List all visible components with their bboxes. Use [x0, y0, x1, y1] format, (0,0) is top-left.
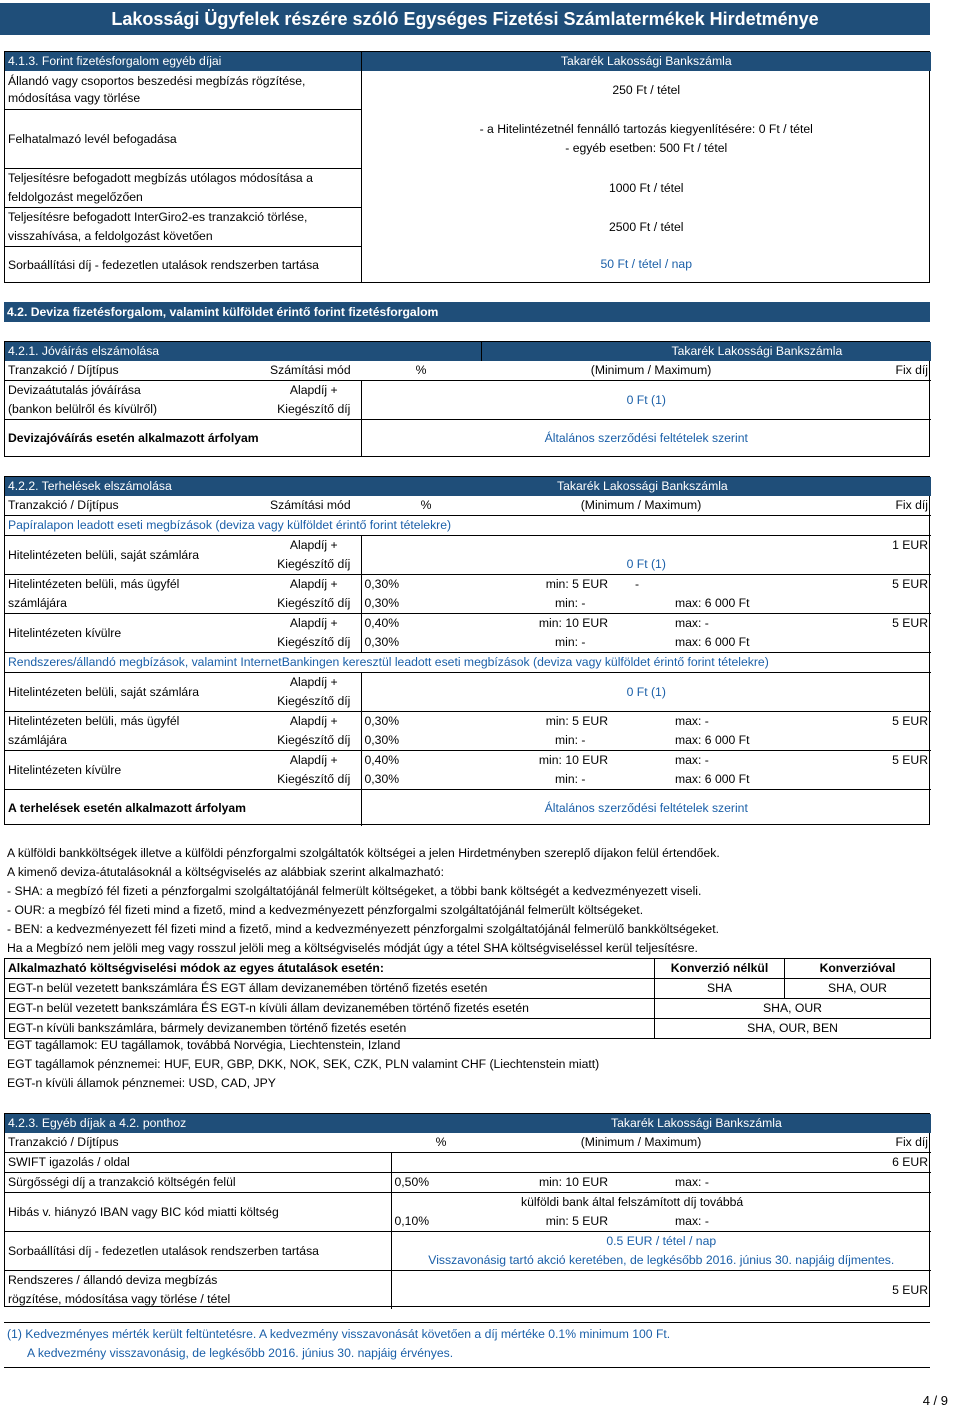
- table-row: [5, 673, 931, 693]
- min-value: min: -: [491, 594, 611, 614]
- col-header: Fix díj: [791, 496, 931, 516]
- note-line: A külföldi bankköltségek illetve a külföldi pénzforgalmi szolgáltatók költségei a jelen Hirdetményben szereplő díjakon felül értendőek.: [7, 846, 720, 860]
- product-name: Takarék Lakossági Bankszámla: [611, 1116, 782, 1130]
- debit-table: [5, 477, 931, 826]
- fee-value: Általános szerződési feltételek szerint: [361, 420, 931, 457]
- max-value: max: -: [611, 1212, 791, 1232]
- fix-fee: 5 EUR: [892, 753, 928, 767]
- footnote-line: A kedvezmény visszavonásig, de legkésőbb 2016. június 30. napjáig érvényes.: [27, 1346, 454, 1360]
- fee-label: Teljesítésre befogadott InterGiro2-es tranzakció törlése, visszahívása, a feldolgozást követően: [5, 208, 361, 247]
- table-row: [5, 1232, 931, 1271]
- table-row: [5, 751, 931, 771]
- note-line: - SHA: a megbízó fél fizeti a pénzforgalmi szolgáltatójánál felmerült költségeket, a többi bank költségét a kedvezményezett viseli.: [7, 884, 702, 898]
- calc-mode: Alapdíj +: [289, 675, 338, 689]
- column-headers: [5, 959, 931, 979]
- col-header: Tranzakció / Díjtípus: [5, 1133, 391, 1153]
- table-row: [5, 381, 931, 420]
- fee-label: Sorbaállítási díj - fedezetlen utalások rendszerben tartása: [8, 257, 319, 272]
- fee-value: 0.5 EUR / tétel / nap Visszavonásig tartó akció keretében, de legkésőbb 2016. június 30. napjáig díjmentes.: [391, 1232, 931, 1271]
- table-row: [5, 71, 931, 110]
- fee-label: számlájára: [5, 731, 267, 751]
- calc-mode: Alapdíj +: [289, 616, 338, 630]
- fee-label: Hitelintézeten belüli, saját számlára: [5, 673, 267, 712]
- col-header: %: [361, 496, 491, 516]
- cost-mode: SHA, OUR: [655, 999, 931, 1019]
- min-value: min: 10 EUR: [538, 753, 608, 767]
- footnote-line: (1) Kedvezményes mérték került feltüntetésre. A kedvezmény visszavonását követően a díj mértéke 0.1% minimum 100 Ft.: [7, 1327, 671, 1341]
- section-title: 4.2.1. Jóváírás elszámolása: [8, 344, 160, 358]
- percent: 0,40%: [361, 614, 491, 634]
- table-row: [5, 979, 931, 999]
- column-headers: [5, 1133, 931, 1153]
- product-name: Takarék Lakossági Bankszámla: [557, 479, 728, 493]
- col-header: Konverzióval: [785, 959, 931, 979]
- table-row: [5, 169, 931, 208]
- max-value: max: -: [675, 714, 709, 728]
- section-4-2-title: 4.2. Deviza fizetésforgalom, valamint külföldet érintő forint fizetésforgalom: [4, 302, 930, 322]
- fee-value: Általános szerződési feltételek szerint: [361, 790, 931, 827]
- max-value: max: 6 000 Ft: [611, 770, 791, 790]
- percent: 0,30%: [361, 594, 491, 614]
- fix-fee: 5 EUR: [892, 714, 928, 728]
- fee-label: Felhatalmazó levél befogadása: [5, 110, 361, 169]
- product-name: Takarék Lakossági Bankszámla: [481, 342, 931, 361]
- table-row: [5, 731, 931, 751]
- product-name: Takarék Lakossági Bankszámla: [361, 52, 931, 71]
- table-row: [5, 208, 931, 247]
- table-row: [5, 614, 931, 634]
- fee-value: 50 Ft / tétel / nap: [361, 247, 931, 284]
- table-row: [5, 536, 931, 556]
- fee-label: számlájára: [5, 594, 267, 614]
- fix-fee: 5 EUR: [892, 1282, 929, 1297]
- col-header: (Minimum / Maximum): [491, 496, 791, 516]
- calc-mode: Alapdíj +: [289, 714, 338, 728]
- calc-mode: Kiegészítő díj: [267, 731, 361, 751]
- fee-label: Devizaátutalás jóváírása (bankon belülről és kívülről): [5, 381, 267, 420]
- fee-label: Állandó vagy csoportos beszedési megbízás rögzítése, módosítása vagy törlése: [5, 71, 361, 110]
- percent: 0,10%: [391, 1212, 491, 1232]
- section-header: [5, 52, 931, 71]
- fee-label: Hitelintézeten belüli, más ügyfél: [8, 714, 180, 728]
- cost-mode: SHA, OUR: [785, 979, 931, 999]
- note-line: EGT tagállamok pénznemei: HUF, EUR, GBP, DKK, NOK, SEK, CZK, PLN valamint CHF (Liechtenstein miatt): [7, 1057, 600, 1071]
- max-value: max: 6 000 Ft: [611, 594, 791, 614]
- calc-mode: Alapdíj +: [289, 577, 338, 591]
- table-row: [5, 420, 931, 457]
- section-title: 4.2.3. Egyéb díjak a 4.2. ponthoz: [8, 1116, 187, 1130]
- fix-fee: 5 EUR: [892, 616, 928, 630]
- section-4-2-1: [4, 341, 930, 457]
- min-value: min: 10 EUR: [538, 616, 608, 630]
- table-row: [5, 999, 931, 1019]
- fee-value: 250 Ft / tétel: [361, 71, 931, 110]
- calc-mode: Alapdíj + Kiegészítő díj: [267, 381, 361, 420]
- calc-mode: Kiegészítő díj: [267, 770, 361, 790]
- percent: 0,30%: [361, 731, 491, 751]
- other-fees-table: [5, 1114, 931, 1309]
- col-header: Fix díj: [821, 361, 931, 381]
- note-line: - OUR: a megbízó fél fizeti mind a fizető, mind a kedvezményezett pénzforgalmi szolgáltatójánál felmerült költségeket.: [7, 903, 644, 917]
- cost-mode: SHA, OUR, BEN: [655, 1019, 931, 1039]
- min-value: min: 5 EUR: [545, 714, 608, 728]
- fee-value: - a Hitelintézetnél fennálló tartozás kiegyenlítésére: 0 Ft / tétel - egyéb esetben: 500 Ft / tétel: [361, 110, 931, 169]
- fee-note: külföldi bank által felszámított díj továbbá: [521, 1195, 744, 1209]
- fee-label: Hitelintézeten kívülre: [5, 751, 267, 790]
- min-value: min: 5 EUR: [545, 577, 608, 591]
- note-line: EGT tagállamok: EU tagállamok, továbbá Norvégia, Liechtenstein, Izland: [7, 1038, 401, 1052]
- fee-label: SWIFT igazolás / oldal: [5, 1153, 391, 1173]
- calc-mode: Kiegészítő díj: [267, 594, 361, 614]
- col-header: (Minimum / Maximum): [481, 361, 821, 381]
- calc-mode: Kiegészítő díj: [267, 633, 361, 653]
- fix-fee: 1 EUR: [892, 538, 928, 552]
- fix-fee: 5 EUR: [892, 577, 928, 591]
- section-header: [5, 342, 931, 361]
- fee-label: Devizajóváírás esetén alkalmazott árfolyam: [8, 430, 259, 445]
- section-4-2-2: [4, 476, 930, 825]
- section-header: [5, 1114, 931, 1133]
- max-value: max: -: [675, 753, 709, 767]
- percent: 0,30%: [361, 770, 491, 790]
- fee-value: 0 Ft (1): [361, 555, 931, 575]
- col-header: Számítási mód: [267, 496, 361, 516]
- group-row: [5, 653, 931, 673]
- paper-orders-heading: Papíralapon leadott eseti megbízások (deviza vagy külföldet érintő forint tételekre): [5, 516, 931, 536]
- col-header: %: [361, 361, 481, 381]
- note-line: Ha a Megbízó nem jelöli meg vagy rosszul jelöli meg a költségviselés módját úgy a tétel SHA költségviseléssel kerül teljesítésre.: [7, 941, 698, 955]
- table-row: [5, 790, 931, 827]
- col-header: Konverzió nélkül: [655, 959, 785, 979]
- table-row: [5, 594, 931, 614]
- min-value: min: 10 EUR: [491, 1173, 611, 1193]
- case-label: EGT-n belül vezetett bankszámlára ÉS EGT állam devizanemében történő fizetés esetén: [5, 979, 655, 999]
- table-row: [5, 712, 931, 732]
- fee-label: A terhelések esetén alkalmazott árfolyam: [8, 800, 246, 815]
- fee-label: Hitelintézeten kívülre: [5, 614, 267, 653]
- table-row: [5, 1173, 931, 1193]
- section-4-2-3: [4, 1113, 930, 1307]
- section-title: 4.1.3. Forint fizetésforgalom egyéb díjai: [8, 54, 222, 68]
- percent: 0,30%: [361, 633, 491, 653]
- case-label: EGT-n kívüli bankszámlára, bármely devizanemben történő fizetés esetén: [8, 1021, 407, 1035]
- table-row: [5, 247, 931, 284]
- calc-mode: Alapdíj +: [289, 538, 338, 552]
- table-row: [5, 575, 931, 595]
- table-row: [5, 1193, 931, 1213]
- fix-fee: 6 EUR: [791, 1153, 931, 1173]
- fee-label: Teljesítésre befogadott megbízás utólagos módosítása a feldolgozást megelőzően: [5, 169, 361, 208]
- regular-orders-heading: Rendszeres/állandó megbízások, valamint InternetBankingen keresztül leadott eseti megbízások (deviza vagy külföldet érintő forint tételekre): [5, 653, 931, 673]
- column-headers: [5, 361, 931, 381]
- col-header: Számítási mód: [267, 361, 361, 381]
- min-value: min: -: [491, 731, 611, 751]
- min-value: min: 5 EUR: [491, 1212, 611, 1232]
- col-header: Tranzakció / Díjtípus: [5, 361, 267, 381]
- group-row: [5, 516, 931, 536]
- percent: 0,30%: [361, 712, 491, 732]
- column-headers: [5, 496, 931, 516]
- fee-label: Rendszeres / állandó deviza megbízás rögzítése, módosítása vagy törlése / tétel: [8, 1273, 231, 1306]
- section-header: [5, 477, 931, 496]
- col-header: Tranzakció / Díjtípus: [5, 496, 267, 516]
- min-value: min: -: [491, 633, 611, 653]
- credit-table: [5, 342, 931, 456]
- fee-value: 0 Ft (1): [361, 381, 931, 420]
- fee-label: Sürgősségi díj a tranzakció költségén felül: [5, 1173, 391, 1193]
- note-line: - BEN: a kedvezményezett fél fizeti mind a fizető, mind a kedvezményezett pénzforgalmi szolgáltatójánál felmerülő bankköltségeket.: [7, 922, 719, 936]
- fee-label: Hitelintézeten belüli, saját számlára: [5, 536, 267, 575]
- percent: 0,50%: [391, 1173, 491, 1193]
- fee-value: 1000 Ft / tétel: [361, 169, 931, 208]
- note-line: EGT-n kívüli államok pénznemei: USD, CAD, JPY: [7, 1076, 276, 1090]
- section-title: 4.2.2. Terhelések elszámolása: [8, 479, 172, 493]
- calc-mode: Kiegészítő díj: [267, 555, 361, 575]
- cost-mode: SHA: [655, 979, 785, 999]
- page-number: 4 / 9: [922, 1393, 948, 1408]
- fee-table-4-1-3: [5, 52, 931, 283]
- fee-label: Hibás v. hiányzó IBAN vagy BIC kód miatti költség: [5, 1193, 391, 1232]
- cost-bearing-table: [4, 958, 930, 1039]
- max-value: max: -: [611, 1173, 791, 1193]
- table-row: [5, 1271, 931, 1310]
- document-title: Lakossági Ügyfelek részére szóló Egységes Fizetési Számlatermékek Hirdetménye: [0, 3, 930, 35]
- calc-mode: Alapdíj +: [289, 753, 338, 767]
- max-value: max: -: [675, 616, 709, 630]
- min-value: min: -: [491, 770, 611, 790]
- col-header: %: [391, 1133, 491, 1153]
- col-header: Fix díj: [791, 1133, 931, 1153]
- case-label: EGT-n belül vezetett bankszámlára ÉS EGT-n kívüli állam devizanemében történő fizetés esetén: [5, 999, 655, 1019]
- table-row: [5, 1153, 931, 1173]
- fee-label: Sorbaállítási díj - fedezetlen utalások rendszerben tartása: [5, 1232, 391, 1271]
- col-header: Alkalmazható költségviselési módok az egyes átutalások esetén:: [5, 959, 655, 979]
- calc-mode: Kiegészítő díj: [267, 692, 361, 712]
- table-row: [5, 110, 931, 169]
- percent: 0,30%: [361, 575, 491, 595]
- col-header: (Minimum / Maximum): [491, 1133, 791, 1153]
- max-value: max: 6 000 Ft: [611, 633, 791, 653]
- note-line: A kimenő deviza-átutalásoknál a költségviselés az alábbiak szerint alkalmazható:: [7, 865, 444, 879]
- fee-value: 0 Ft (1): [361, 673, 931, 712]
- section-4-1-3: [4, 51, 930, 283]
- percent: 0,40%: [361, 751, 491, 771]
- max-value: max: 6 000 Ft: [611, 731, 791, 751]
- fee-value: 2500 Ft / tétel: [361, 208, 931, 247]
- fee-label: Hitelintézeten belüli, más ügyfél: [8, 577, 180, 591]
- max-value: -: [635, 577, 640, 591]
